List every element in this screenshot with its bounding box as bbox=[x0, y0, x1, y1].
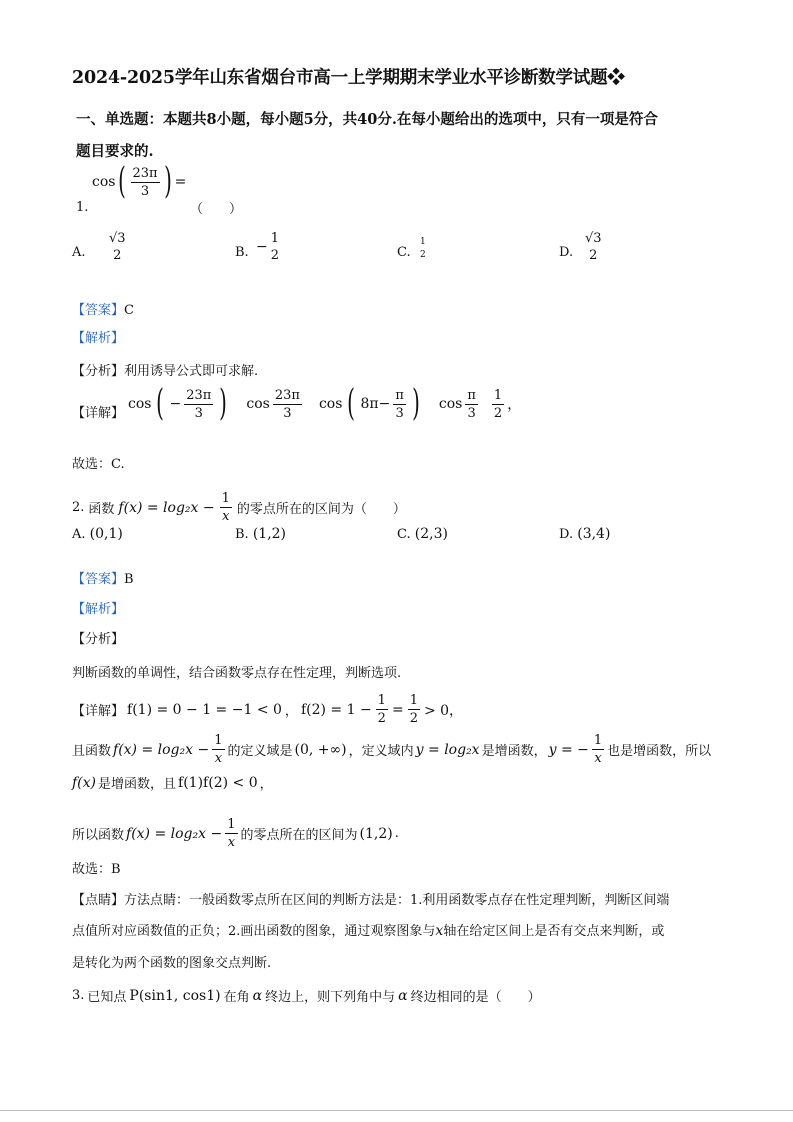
q2-l2-y1: y = log₂x bbox=[415, 741, 480, 758]
q1-choose: 故选：C. bbox=[72, 457, 125, 472]
q2-c-label: C. bbox=[397, 527, 411, 542]
q1-option-c bbox=[417, 238, 429, 260]
q2-stem bbox=[72, 492, 406, 523]
q2-d-val: (3,4) bbox=[577, 526, 611, 542]
q2-option-b bbox=[235, 526, 286, 542]
section-header-line2: 题目要求的. bbox=[76, 143, 154, 160]
q2-dianjing-line1 bbox=[72, 889, 669, 908]
q1-expression bbox=[92, 161, 187, 202]
q2-dianjing-text1: 方法点睛：一般函数零点所在区间的判断方法是：1.利用函数零点存在性定理判断，判断区间端 bbox=[124, 893, 670, 908]
q2-detail-line1 bbox=[72, 694, 463, 725]
q3-alpha-1: α bbox=[252, 987, 263, 1004]
detail-cos-2: cos bbox=[246, 396, 270, 412]
q2-answer-tag: 【答案】 bbox=[72, 572, 125, 587]
detail-paren-1r: ) bbox=[219, 383, 228, 424]
q2-stem-post: 的零点所在的区间为（ ） bbox=[236, 502, 406, 517]
q2-detail-line4 bbox=[72, 818, 399, 849]
q2-detail-line3 bbox=[72, 773, 273, 792]
q1-fraction bbox=[131, 167, 160, 198]
q1-paren-left: ( bbox=[118, 161, 127, 202]
q2-detail-comma: ， bbox=[284, 704, 298, 719]
q2-fx: f(x) = log₂x − bbox=[118, 499, 215, 516]
q2-frac-den: x bbox=[222, 509, 230, 524]
q2-d1-f1n: 1 bbox=[377, 693, 386, 708]
detail-eightpi: 8π− bbox=[360, 396, 391, 412]
q2-dianjing-2a: 点值所对应函数值的正负；2.画出函数的图象，通过观察图象与 bbox=[72, 924, 436, 939]
page-bottom-divider bbox=[0, 1110, 793, 1111]
q1-answer bbox=[72, 299, 134, 318]
q1-option-c-label: C. bbox=[397, 245, 411, 260]
q3-d: 终边相同的是（ ） bbox=[410, 990, 541, 1005]
q1-option-b bbox=[256, 232, 282, 262]
q1-c-den: 2 bbox=[420, 250, 426, 260]
detail-f3-den: 3 bbox=[395, 405, 404, 421]
q2-l4-fx: f(x) = log₂x − bbox=[126, 825, 223, 842]
q1-b-num: 1 bbox=[270, 231, 280, 246]
q2-d1-f2n: 1 bbox=[409, 693, 418, 708]
q2-b-val: (1,2) bbox=[252, 526, 287, 542]
section-header-line1: 一、单选题：本题共8小题，每小题5分，共40分.在每小题给出的选项中，只有一项是符合 bbox=[76, 111, 658, 128]
q2-l4-fn: 1 bbox=[227, 817, 236, 832]
q1-d-num: √3 bbox=[585, 231, 602, 246]
q2-fenxi-text: 判断函数的单调性，结合函数零点存在性定理，判断选项. bbox=[72, 666, 402, 681]
q2-analysis-tag: 【解析】 bbox=[72, 602, 125, 617]
detail-paren-1l: ( bbox=[156, 383, 165, 424]
q1-cos: cos bbox=[92, 174, 116, 190]
q2-dianjing-line2 bbox=[72, 920, 664, 939]
q2-fenxi-tag: 【分析】 bbox=[72, 632, 125, 647]
q2-l2-d: 是增函数， bbox=[481, 744, 547, 759]
q1-d-den: 2 bbox=[589, 248, 598, 263]
q2-l2-y2: y = − bbox=[548, 741, 589, 758]
q1-option-a bbox=[106, 232, 129, 262]
q2-stem-pre: 函数 bbox=[88, 502, 115, 517]
q2-detail-tag: 【详解】 bbox=[72, 704, 125, 719]
q3-alpha-2: α bbox=[398, 987, 408, 1004]
q2-d1-f1d: 2 bbox=[377, 711, 386, 726]
detail-f2-num: 23π bbox=[274, 387, 300, 403]
q1-b-sign: − bbox=[256, 239, 268, 255]
q1-frac-num: 23π bbox=[132, 165, 158, 181]
q2-l4-fd: x bbox=[227, 835, 236, 850]
q2-detail-f1: f(1) = 0 − 1 = −1 < 0 bbox=[127, 701, 282, 718]
q2-answer bbox=[72, 568, 134, 587]
detail-cos-1: cos bbox=[128, 396, 152, 412]
q2-l2-c: ，定义域内 bbox=[348, 744, 414, 759]
q2-answer-value: B bbox=[124, 572, 134, 587]
detail-cos-4: cos bbox=[438, 396, 463, 412]
q1-option-d-label: D. bbox=[559, 245, 574, 260]
q2-l4-int: (1,2) bbox=[359, 825, 393, 842]
q2-a-val: (0,1) bbox=[89, 526, 123, 542]
q2-d1-f2d: 2 bbox=[409, 711, 418, 726]
q2-l2-b: 的定义域是 bbox=[227, 744, 293, 759]
q2-l2-fx: f(x) = log₂x − bbox=[113, 741, 210, 758]
q2-l4-a: 所以函数 bbox=[72, 828, 125, 843]
q2-c-val: (2,3) bbox=[414, 526, 448, 542]
q2-dianjing-2b: 轴在给定区间上是否有交点来判断，或 bbox=[443, 924, 665, 939]
detail-neg: − bbox=[169, 396, 182, 412]
q2-dianjing-2x: x bbox=[435, 923, 444, 939]
q2-l2-a: 且函数 bbox=[72, 744, 112, 759]
detail-paren-3r: ) bbox=[412, 383, 420, 424]
detail-f3-num: π bbox=[395, 387, 404, 403]
detail-f1-den: 3 bbox=[194, 405, 203, 421]
q2-l2-y2n: 1 bbox=[593, 733, 603, 748]
q2-d1-gt: > 0， bbox=[423, 702, 464, 719]
detail-f4-num: π bbox=[467, 387, 476, 403]
q2-b-label: B. bbox=[235, 527, 249, 542]
detail-paren-3l: ( bbox=[347, 383, 356, 424]
q2-l2-fn: 1 bbox=[214, 733, 223, 748]
q3-point: P(sin1, cos1) bbox=[129, 987, 221, 1004]
detail-f2-den: 3 bbox=[283, 405, 292, 421]
detail-f4-den: 3 bbox=[467, 405, 476, 421]
q3-c: 终边上，则下列角中与 bbox=[265, 990, 396, 1005]
q3-a: 已知点 bbox=[87, 990, 127, 1005]
q1-equals: = bbox=[174, 174, 187, 190]
q3-number: 3. bbox=[72, 988, 85, 1003]
q2-l3-fx: f(x) bbox=[72, 774, 97, 791]
q2-l4-c: . bbox=[394, 826, 399, 841]
q2-d-label: D. bbox=[559, 527, 574, 542]
q2-a-label: A. bbox=[72, 527, 86, 542]
detail-f1-num: 23π bbox=[186, 387, 212, 403]
q2-l2-fd: x bbox=[214, 751, 223, 766]
q2-choose: 故选：B bbox=[72, 862, 121, 877]
q2-l2-y2d: x bbox=[594, 751, 602, 766]
q1-number: 1. bbox=[76, 200, 89, 215]
q1-answer-value: C bbox=[124, 303, 134, 318]
q2-option-d bbox=[559, 526, 610, 542]
q2-l2-e: 也是增函数，所以 bbox=[607, 744, 712, 759]
q1-analysis-tag: 【解析】 bbox=[72, 331, 125, 346]
q2-l3-ff: f(1)f(2) < 0 bbox=[178, 774, 258, 791]
detail-cos-3: cos bbox=[318, 396, 343, 412]
q2-detail-f2: f(2) = 1 − bbox=[300, 701, 372, 718]
q2-d1-eq: = bbox=[391, 701, 404, 718]
q2-detail-line2 bbox=[72, 734, 711, 765]
q3-b: 在角 bbox=[223, 990, 250, 1005]
detail-f5-den: 2 bbox=[493, 405, 503, 421]
q1-paren-right: ) bbox=[163, 161, 172, 202]
q2-l3-a: 是增函数，且 bbox=[98, 777, 177, 792]
q2-option-a bbox=[72, 526, 123, 542]
q1-option-a-label: A. bbox=[72, 245, 86, 260]
q1-fenxi bbox=[72, 360, 258, 379]
q1-detail-expression bbox=[128, 383, 522, 424]
q1-answer-tag: 【答案】 bbox=[72, 303, 125, 318]
page-title: 2024-2025学年山东省烟台市高一上学期期末学业水平诊断数学试题❖ bbox=[72, 68, 625, 88]
q1-frac-den: 3 bbox=[140, 183, 150, 199]
q2-l4-b: 的零点所在的区间为 bbox=[240, 828, 358, 843]
q2-option-c bbox=[397, 526, 448, 542]
q2-frac-num: 1 bbox=[221, 491, 230, 506]
q3-stem bbox=[72, 986, 541, 1005]
q1-detail-tag: 【详解】 bbox=[72, 406, 125, 421]
q1-a-num: √3 bbox=[109, 231, 126, 246]
q1-fenxi-tag: 【分析】 bbox=[72, 364, 125, 379]
q1-fenxi-text: 利用诱导公式即可求解. bbox=[124, 364, 259, 379]
q2-dianjing-line3: 是转化为两个函数的图象交点判断. bbox=[72, 956, 272, 971]
q1-blank: （ ） bbox=[190, 202, 243, 217]
q2-l2-dom: (0, +∞) bbox=[294, 741, 347, 758]
detail-tail: ， bbox=[507, 397, 522, 413]
q2-number: 2. bbox=[72, 500, 85, 515]
q1-a-den: 2 bbox=[113, 248, 122, 263]
detail-f5-num: 1 bbox=[493, 387, 503, 403]
q2-dianjing-tag: 【点睛】 bbox=[72, 893, 125, 908]
q1-c-num: 1 bbox=[420, 237, 426, 247]
q1-b-den: 2 bbox=[270, 248, 280, 263]
q1-option-d bbox=[582, 232, 605, 262]
q1-option-b-label: B. bbox=[235, 245, 249, 260]
q2-l3-b: ， bbox=[259, 777, 273, 792]
